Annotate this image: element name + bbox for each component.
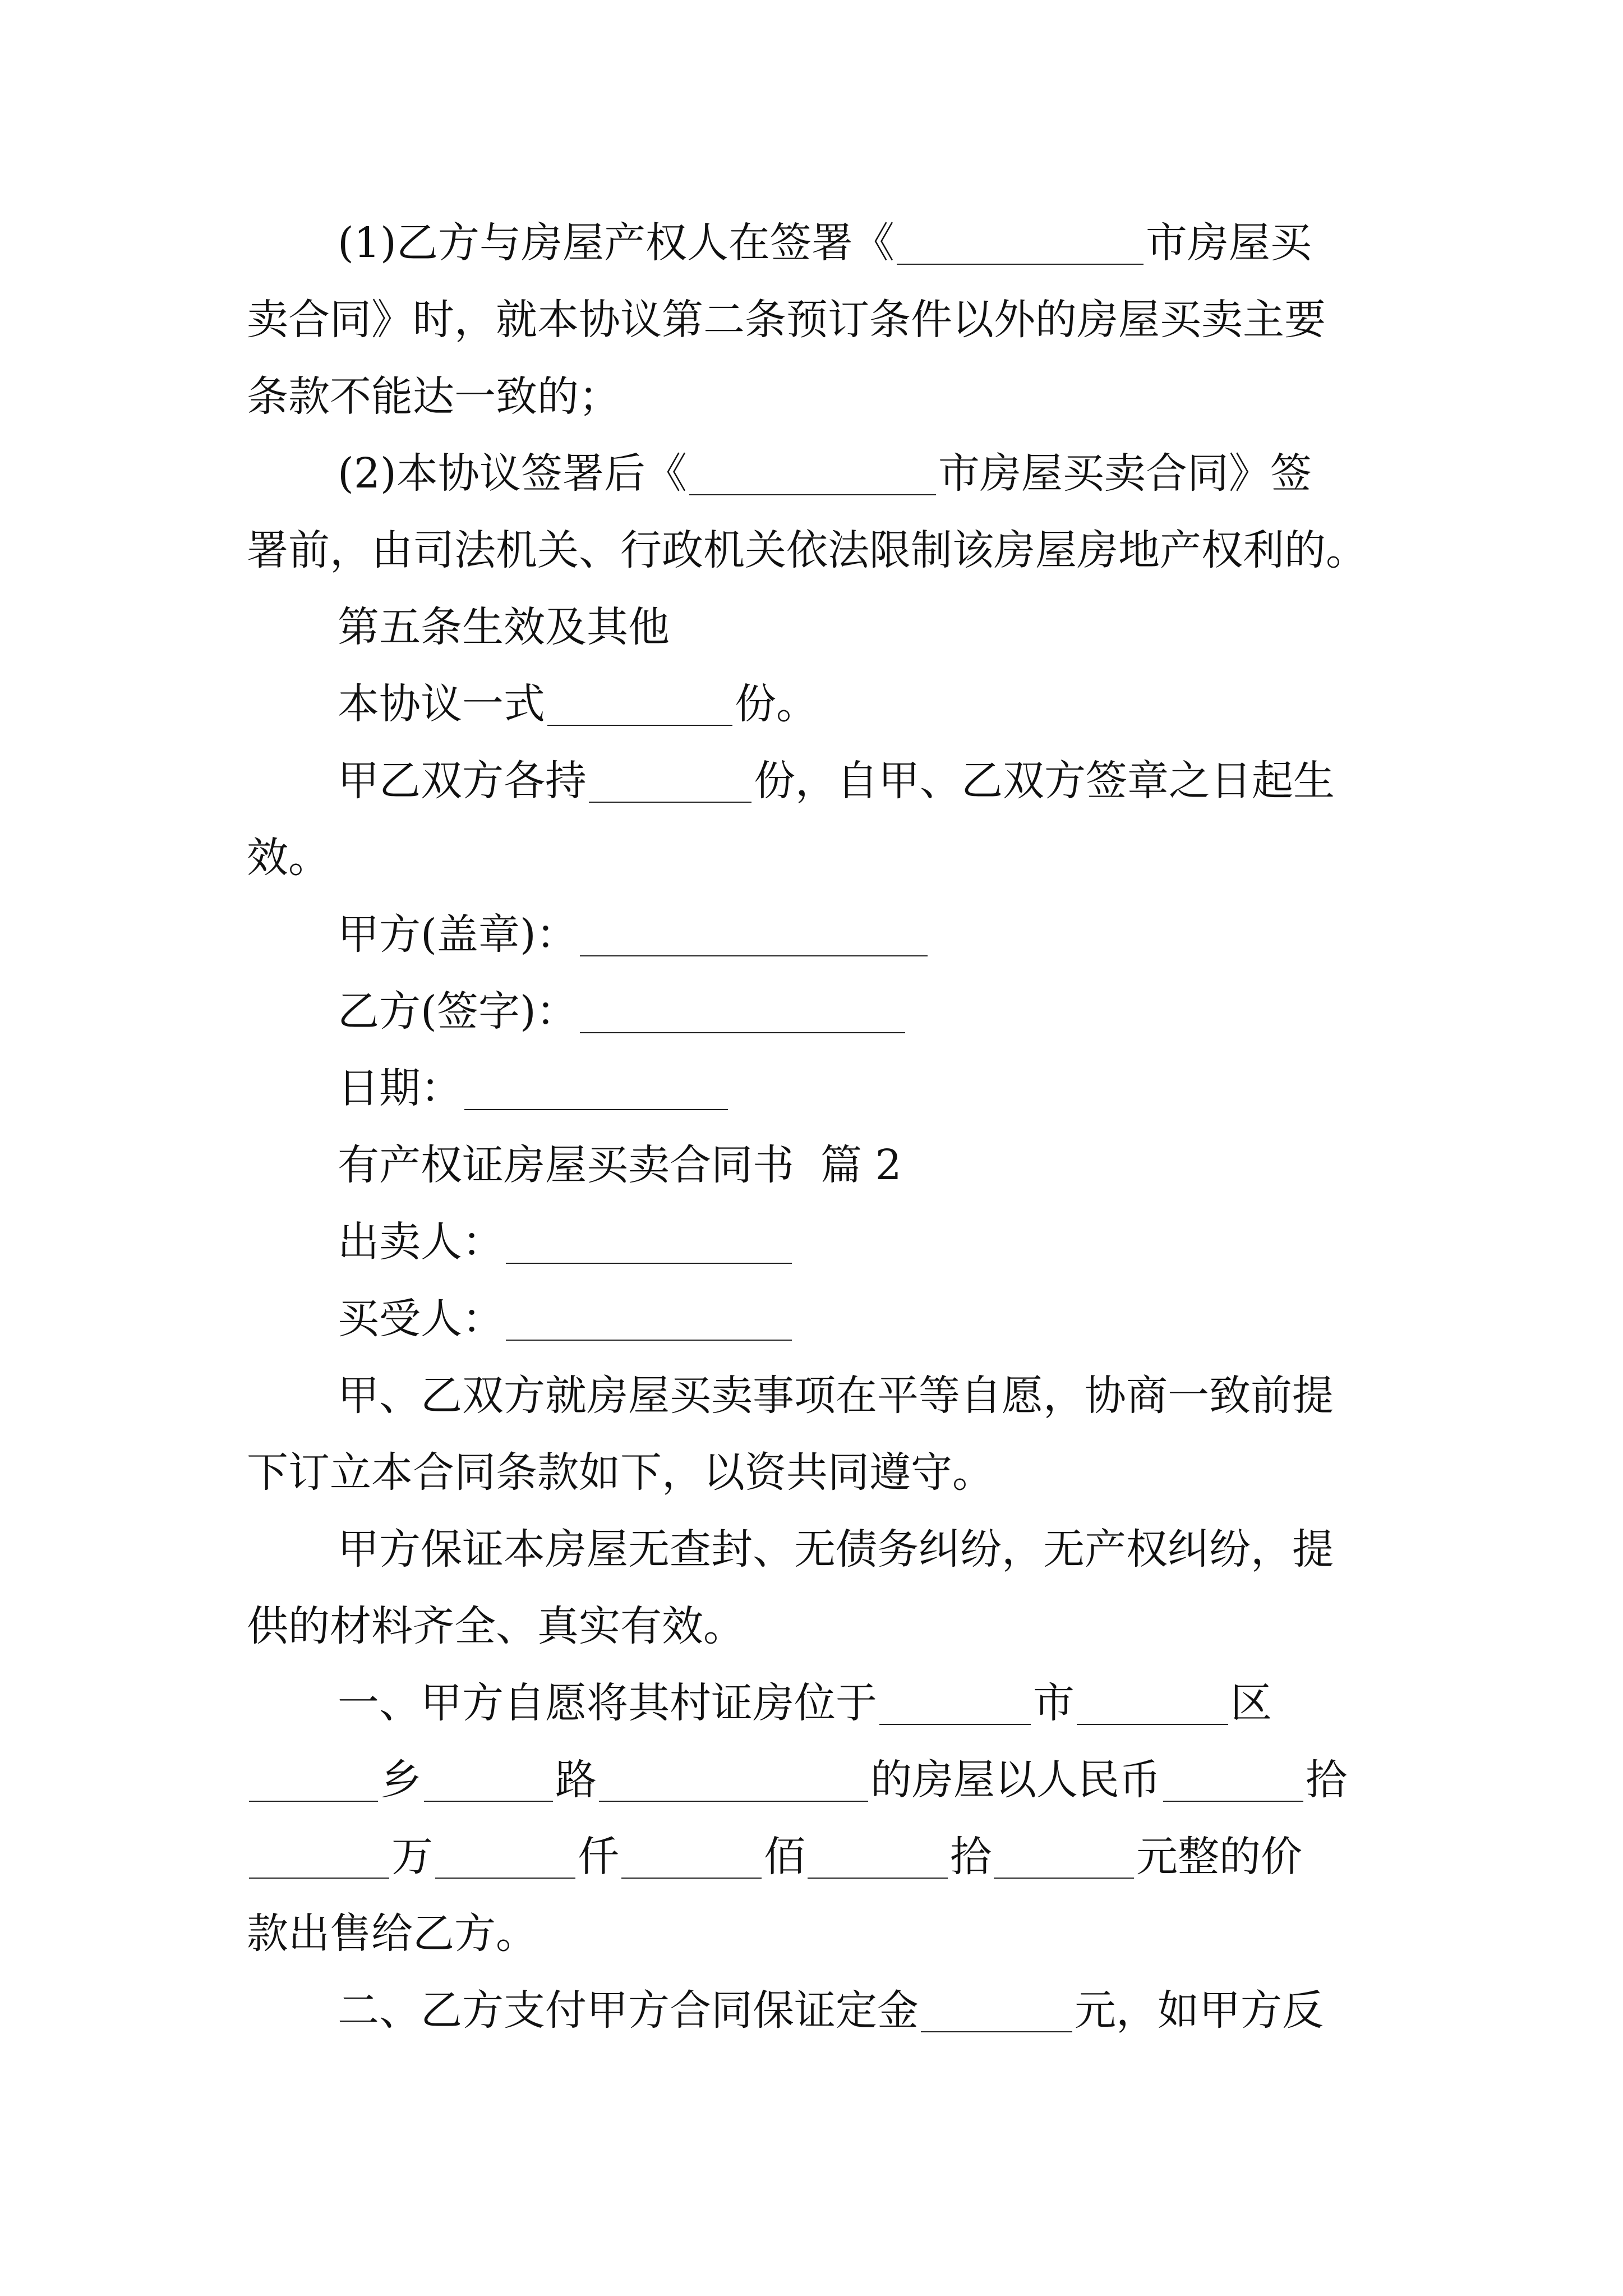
text-segment: 拾 (1306, 1756, 1347, 1804)
text-segment: 佰 (764, 1833, 805, 1881)
text-segment: 元，如甲方反 (1075, 1986, 1324, 2035)
text-line (247, 827, 1385, 889)
fill-in-blank (599, 1801, 868, 1802)
fill-in-blank (921, 2031, 1072, 2032)
text-line (247, 1749, 1385, 1811)
text-segment: 条款不能达一致的； (247, 372, 620, 421)
text-segment: 一、甲方自愿将其村证房位于 (338, 1679, 877, 1727)
text-segment: 仟 (578, 1833, 619, 1881)
fill-in-blank (249, 1878, 389, 1879)
text-line (247, 1903, 1385, 1964)
text-segment: 市房屋买 (1145, 219, 1312, 267)
text-segment: 路 (555, 1756, 597, 1804)
text-line (338, 1519, 1385, 1580)
fill-in-blank (435, 1878, 575, 1879)
fill-in-blank (621, 1878, 762, 1879)
text-line (247, 519, 1385, 581)
text-segment: 元整的价 (1136, 1833, 1302, 1881)
fill-in-blank (689, 494, 936, 495)
text-line (338, 212, 1385, 274)
text-segment: 本协议一式 (338, 680, 545, 728)
text-segment: 市 (1033, 1679, 1075, 1727)
text-segment: 甲、乙双方就房屋买卖事项在平等自愿，协商一致前提 (338, 1372, 1334, 1420)
date-line (338, 1057, 1385, 1119)
text-line (338, 750, 1385, 812)
fill-in-blank (424, 1801, 553, 1802)
fill-in-blank (589, 802, 751, 803)
text-line (247, 1442, 1385, 1503)
fill-in-blank (547, 725, 732, 726)
section-heading (338, 596, 1385, 658)
fill-in-blank (506, 1340, 792, 1341)
text-segment: 有产权证房屋买卖合同书 篇 2 (338, 1141, 902, 1189)
text-line (338, 1365, 1385, 1427)
fill-in-blank (506, 1263, 792, 1264)
text-segment: 买受人： (338, 1295, 504, 1343)
text-segment: 下订立本合同条款如下，以资共同遵守。 (247, 1448, 994, 1497)
text-segment: 款出售给乙方。 (247, 1910, 537, 1958)
seller-line (338, 1211, 1385, 1273)
fill-in-blank (897, 264, 1144, 265)
fill-in-blank (879, 1724, 1031, 1725)
fill-in-blank (994, 1878, 1134, 1879)
text-segment: 甲方(盖章)： (338, 910, 578, 959)
text-segment: 效。 (247, 834, 330, 882)
buyer-line (338, 1288, 1385, 1350)
text-segment: 出卖人： (338, 1218, 504, 1266)
text-segment: 乡 (380, 1756, 422, 1804)
text-line (338, 443, 1385, 504)
text-segment: 乙方(签字)： (338, 987, 578, 1036)
fill-in-blank (1077, 1724, 1228, 1725)
fill-in-blank (1163, 1801, 1303, 1802)
text-line (247, 366, 1385, 427)
text-segment: 署前，由司法机关、行政机关依法限制该房屋房地产权利的。 (247, 526, 1367, 574)
text-segment: 拾 (950, 1833, 992, 1881)
fill-in-blank (808, 1878, 948, 1879)
text-line (247, 1826, 1385, 1888)
fill-in-blank (249, 1801, 378, 1802)
signature-line-party-a (338, 904, 1385, 965)
text-segment: 市房屋买卖合同》签 (938, 449, 1312, 498)
text-segment: 甲方保证本房屋无查封、无债务纠纷，无产权纠纷，提 (338, 1525, 1334, 1573)
fill-in-blank (464, 1109, 728, 1110)
text-line (338, 673, 1385, 735)
text-segment: 万 (391, 1833, 433, 1881)
text-segment: (2)本协议签署后《 (338, 449, 687, 498)
text-line (338, 1980, 1385, 2041)
text-line (247, 289, 1385, 351)
text-segment: 的房屋以人民币 (870, 1756, 1161, 1804)
text-segment: 份。 (735, 680, 818, 728)
text-segment: 卖合同》时，就本协议第二条预订条件以外的房屋买卖主要 (247, 296, 1326, 344)
text-line (247, 1595, 1385, 1657)
fill-in-blank (580, 1032, 905, 1033)
text-segment: 供的材料齐全、真实有效。 (247, 1602, 745, 1650)
section-title (338, 1134, 1385, 1196)
text-segment: (1)乙方与房屋产权人在签署《 (338, 219, 895, 267)
fill-in-blank (580, 955, 928, 956)
text-segment: 第五条生效及其他 (338, 603, 670, 651)
text-segment: 甲乙双方各持 (338, 757, 587, 805)
text-line (338, 1672, 1385, 1734)
text-segment: 份，自甲、乙双方签章之日起生 (754, 757, 1335, 805)
signature-line-party-b (338, 981, 1385, 1042)
text-segment: 二、乙方支付甲方合同保证定金 (338, 1986, 919, 2035)
text-segment: 日期： (338, 1064, 462, 1112)
text-segment: 区 (1230, 1679, 1272, 1727)
